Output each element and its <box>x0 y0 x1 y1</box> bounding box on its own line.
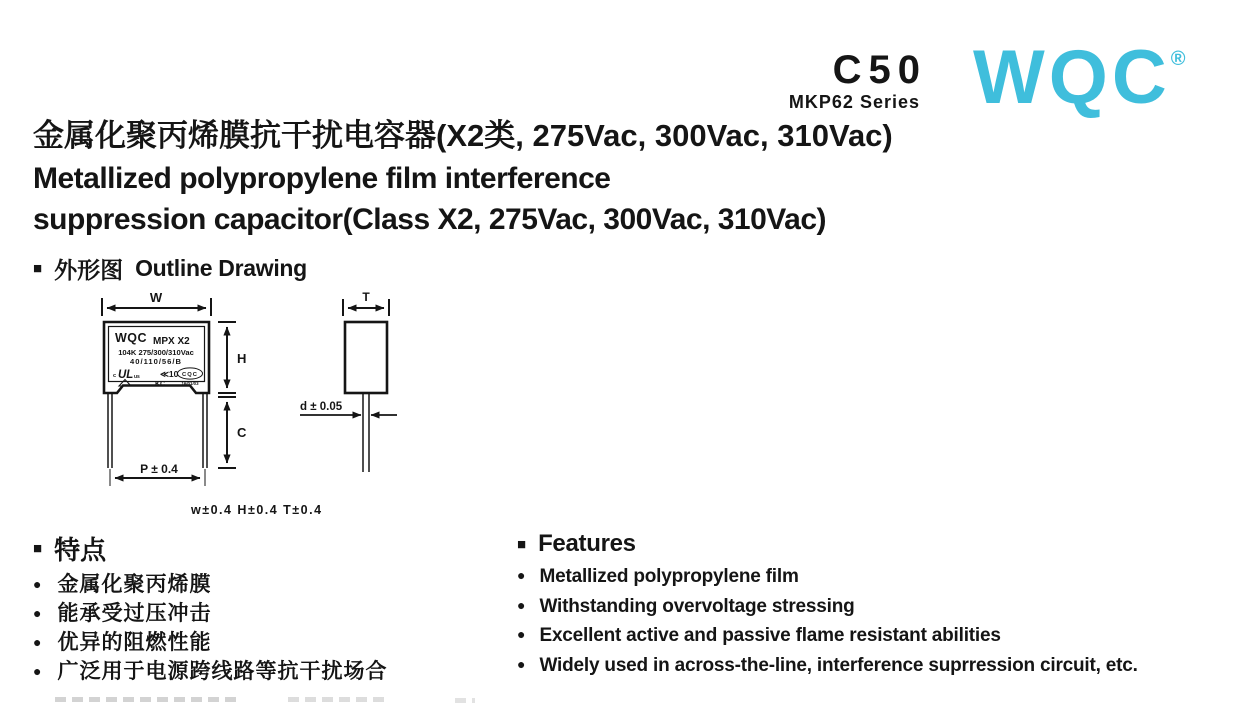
culus-mark: c <box>113 373 117 379</box>
dim-h-label: H <box>237 351 247 366</box>
tolerance-note: w±0.4 H±0.4 T±0.4 <box>191 503 323 517</box>
square-bullet-icon: ■ <box>517 535 527 553</box>
dim-d-label: d ± 0.05 <box>300 401 343 413</box>
square-bullet-icon: ■ <box>33 540 43 557</box>
capacitor-side-view <box>300 290 397 472</box>
list-item <box>33 597 503 626</box>
list-item <box>517 625 1217 655</box>
list-item <box>517 596 1217 626</box>
series-block <box>775 48 927 112</box>
print-brand: WQC <box>115 331 148 345</box>
round-bullet-icon: ● <box>517 655 526 672</box>
round-bullet-icon: ● <box>517 626 526 642</box>
registered-trademark-icon: ® <box>1170 48 1186 70</box>
outline-heading-en: Outline Drawing <box>135 255 307 281</box>
print-climate: 40/110/56/B <box>130 357 182 366</box>
feature-text: Excellent active and passive flame resistant abilities <box>539 625 1001 646</box>
print-series: MPX X2 <box>153 336 190 347</box>
front-leads <box>108 393 207 468</box>
round-bullet-icon: ● <box>517 567 526 583</box>
square-bullet-icon: ■ <box>33 260 43 277</box>
page-title-en-line1: Metallized polypropylene film interference <box>33 162 611 195</box>
page-title <box>33 114 993 240</box>
side-lead <box>363 393 369 472</box>
feature-text: 优异的阻燃性能 <box>57 631 212 654</box>
round-bullet-icon: ● <box>517 596 526 613</box>
round-bullet-icon: ● <box>33 663 42 679</box>
cropped-next-section-remnant <box>288 697 388 702</box>
capacitor-side-outline <box>345 322 387 393</box>
ul-mark: UL <box>118 369 134 381</box>
list-item <box>517 566 1217 596</box>
list-item <box>33 626 503 655</box>
dim-p-label: P ± 0.4 <box>140 462 178 476</box>
print-date-code: 16/01/03 <box>181 381 199 386</box>
ul-us-mark: us <box>134 374 140 380</box>
brand-logo-text: WQC <box>973 35 1171 120</box>
feature-text: 能承受过压冲击 <box>57 602 212 625</box>
outline-drawing <box>75 285 475 530</box>
list-item <box>33 568 503 597</box>
features-en-list <box>517 566 1217 684</box>
outline-heading-zh: 外形图 <box>54 257 124 283</box>
features-zh-list <box>33 568 503 684</box>
kc-mark: KC <box>155 381 166 388</box>
features-en-heading <box>517 530 636 558</box>
feature-text: Metallized polypropylene film <box>539 566 799 587</box>
cropped-next-section-remnant <box>55 697 237 702</box>
enec-10-mark: ≪10 <box>160 369 179 379</box>
page-title-zh: 金属化聚丙烯膜抗干扰电容器(X2类, 275Vac, 300Vac, 310Vac) <box>33 118 893 153</box>
capacitor-body-print <box>113 331 203 388</box>
page-title-en-line2: suppression capacitor(Class X2, 275Vac, 300Vac, 310Vac) <box>33 203 827 236</box>
dim-c-label: C <box>237 425 247 440</box>
cropped-next-section-remnant <box>455 698 475 703</box>
feature-text: Withstanding overvoltage stressing <box>539 595 855 617</box>
capacitor-front-view <box>102 290 247 486</box>
print-rating: 104K 275/300/310Vac <box>118 348 194 357</box>
series-code: C50 <box>832 48 927 92</box>
series-name: MKP62 Series <box>788 92 920 112</box>
cqc-mark: CQC <box>182 372 198 378</box>
brand-logo <box>973 35 1186 120</box>
round-bullet-icon: ● <box>33 576 42 592</box>
dim-c <box>218 397 236 468</box>
dim-w-label: W <box>149 290 163 305</box>
feature-text: 金属化聚丙烯膜 <box>57 573 212 596</box>
features-en-heading-text: Features <box>538 530 636 557</box>
dim-h <box>218 322 236 393</box>
features-zh-heading <box>33 530 106 567</box>
features-zh-heading-text: 特点 <box>54 535 107 565</box>
round-bullet-icon: ● <box>33 605 42 621</box>
list-item <box>517 655 1217 685</box>
feature-text: 广泛用于电源跨线路等抗干扰场合 <box>57 660 388 683</box>
round-bullet-icon: ● <box>33 634 42 650</box>
list-item <box>33 655 503 684</box>
outline-section-heading <box>33 252 307 285</box>
feature-text: Widely used in across-the-line, interference suprression circuit, etc. <box>539 654 1138 676</box>
dim-t-label: T <box>362 290 370 304</box>
